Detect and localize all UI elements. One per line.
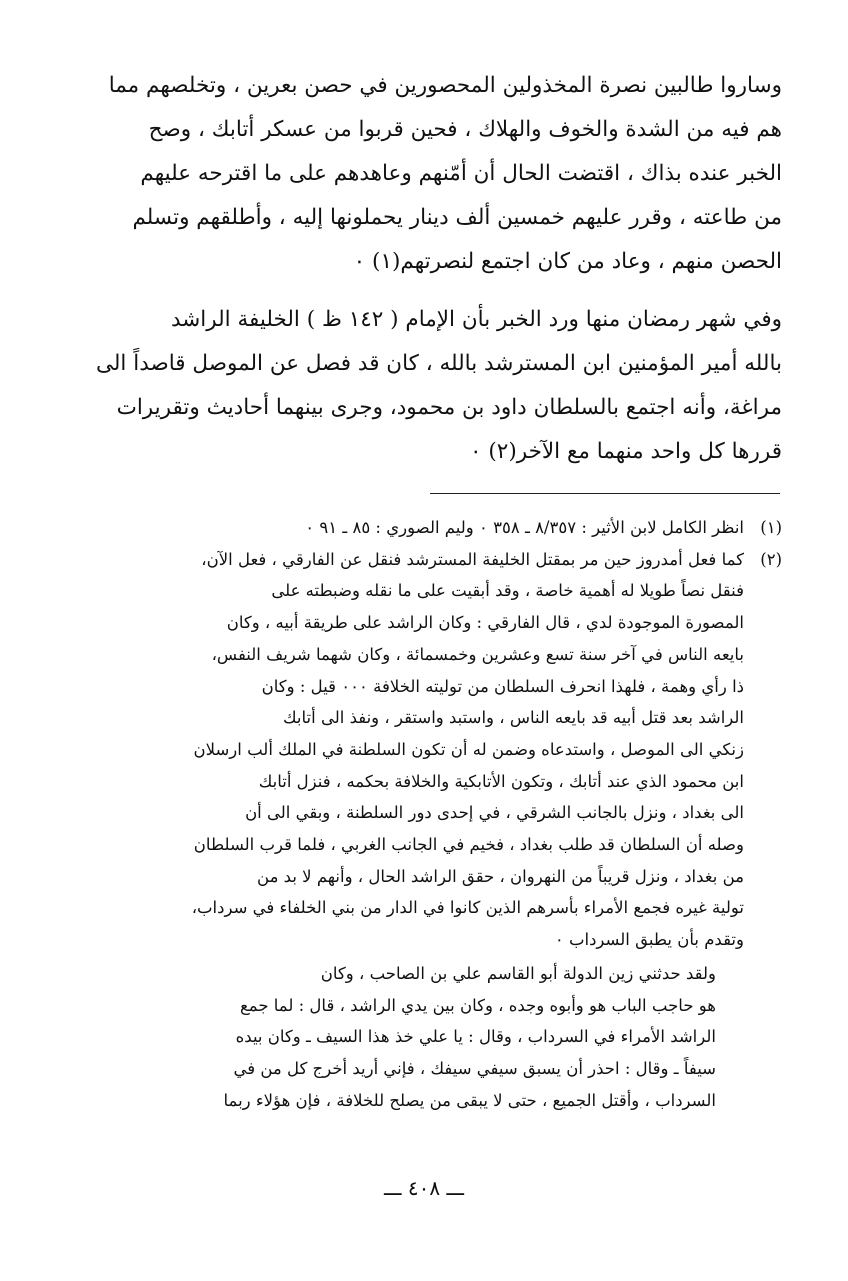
- text-line: الخبر عنده بذاك ، اقتضت الحال أن أمّنهم وعاهدهم على ما اقترحه عليهم: [140, 161, 782, 186]
- footnote-line: سيفاً ـ وقال : احذر أن يسبق سيفي سيفك ، فإني أريد أخرج كل من في: [233, 1058, 716, 1078]
- footnote-line: ولقد حدثني زين الدولة أبو القاسم علي بن الصاحب ، وكان: [320, 963, 716, 983]
- footnotes: [66, 512, 782, 1116]
- text-line: الحصن منهم ، وعاد من كان اجتمع لنصرتهم(١) ٠: [353, 249, 782, 274]
- footnote-text: [66, 544, 744, 956]
- footnote-line: تولية غيره فجمع الأمراء بأسرهم الذين كانوا في الدار من بني الخلفاء في سرداب،: [191, 898, 744, 918]
- footnote-line: زنكي الى الموصل ، واستدعاه وضمن له أن تكون السلطنة في الملك ألب ارسلان: [193, 739, 744, 759]
- footnote-line: الى بغداد ، ونزل بالجانب الشرقي ، في إحدى دور السلطنة ، وبقي الى أن: [245, 803, 744, 823]
- paragraph-1: [66, 64, 782, 284]
- footnote-line: هو حاجب الباب هو وأبوه وجده ، وكان بين يدي الراشد ، قال : لما جمع: [240, 995, 716, 1015]
- text-line: قررها كل واحد منهما مع الآخر(٢) ٠: [469, 439, 782, 464]
- footnote-text: انظر الكامل لابن الأثير : ٨/٣٥٧ ـ ٣٥٨ ٠ وليم الصوري : ٨٥ ـ ٩١ ٠: [305, 518, 744, 537]
- footnote-line: ذا رأي وهمة ، فلهذا انحرف السلطان من توليته الخلافة ٠٠٠ قيل : وكان: [261, 676, 744, 696]
- footnote-2-continuation: [66, 958, 782, 1117]
- paragraph-2: [66, 298, 782, 474]
- footnote-line: من بغداد ، ونزل قريباً من النهروان ، حقق الراشد الحال ، وأنهم لا بد من: [257, 866, 744, 886]
- text-line: هم فيه من الشدة والخوف والهلاك ، فحين قربوا من عسكر أتابك ، وصح: [148, 117, 782, 142]
- text-line: مراغة، وأنه اجتمع بالسلطان داود بن محمود، وجرى بينهما أحاديث وتقريرات: [116, 395, 782, 420]
- footnote-line: وتقدم بأن يطبق السرداب ٠: [554, 930, 744, 950]
- footnote-line: الراشد الأمراء في السرداب ، وقال : يا علي خذ هذا السيف ـ وكان بيده: [235, 1027, 716, 1047]
- footnote-line: فنقل نصاً طويلا له أهمية خاصة ، وقد أبقيت على ما نقله وضبطته على: [271, 581, 744, 601]
- footnote-divider: [430, 493, 780, 494]
- footnote-line: كما فعل أمدروز حين مر بمقتل الخليفة المسترشد فنقل عن الفارقي ، فعل الآن،: [201, 549, 744, 569]
- footnote-1: [66, 512, 782, 544]
- footnote-line: وصله أن السلطان قد طلب بغداد ، فخيم في الجانب الغربي ، فلما قرب السلطان: [193, 835, 744, 855]
- footnote-line: السرداب ، وأقتل الجميع ، حتى لا يبقى من يصلح للخلافة ، فإن هؤلاء ربما: [223, 1090, 716, 1110]
- footnote-number: (٢): [760, 549, 782, 569]
- footnote-line: الراشد بعد قتل أبيه قد بايعه الناس ، واستبد واستقر ، ونفذ الى أتابك: [283, 708, 744, 728]
- footnote-line: ابن محمود الذي عند أتابك ، وتكون الأتابكية والخلافة بحكمه ، فنزل أتابك: [258, 771, 744, 791]
- text-line: وفي شهر رمضان منها ورد الخبر بأن الإمام ( ١٤٢ ظ ) الخليفة الراشد: [171, 307, 782, 332]
- text-line: وساروا طالبين نصرة المخذولين المحصورين في حصن بعرين ، وتخلصهم مما: [108, 73, 782, 98]
- footnote-2: [66, 544, 782, 956]
- footnote-number: (١): [760, 518, 782, 537]
- page-number: ـــ ٤٠٨ ـــ: [383, 1176, 465, 1200]
- main-text: [66, 64, 782, 474]
- footnote-line: المصورة الموجودة لدي ، قال الفارقي : وكان الراشد على طريقة أبيه ، وكان: [226, 613, 744, 633]
- text-line: من طاعته ، وقرر عليهم خمسين ألف دينار يحملونها إليه ، وأطلقهم وتسلم: [132, 205, 782, 230]
- footnote-line: بايعه الناس في آخر سنة تسع وعشرين وخمسمائة ، وكان شهما شريف النفس،: [211, 644, 744, 664]
- text-line: بالله أمير المؤمنين ابن المسترشد بالله ، كان قد فصل عن الموصل قاصداً الى: [95, 351, 782, 376]
